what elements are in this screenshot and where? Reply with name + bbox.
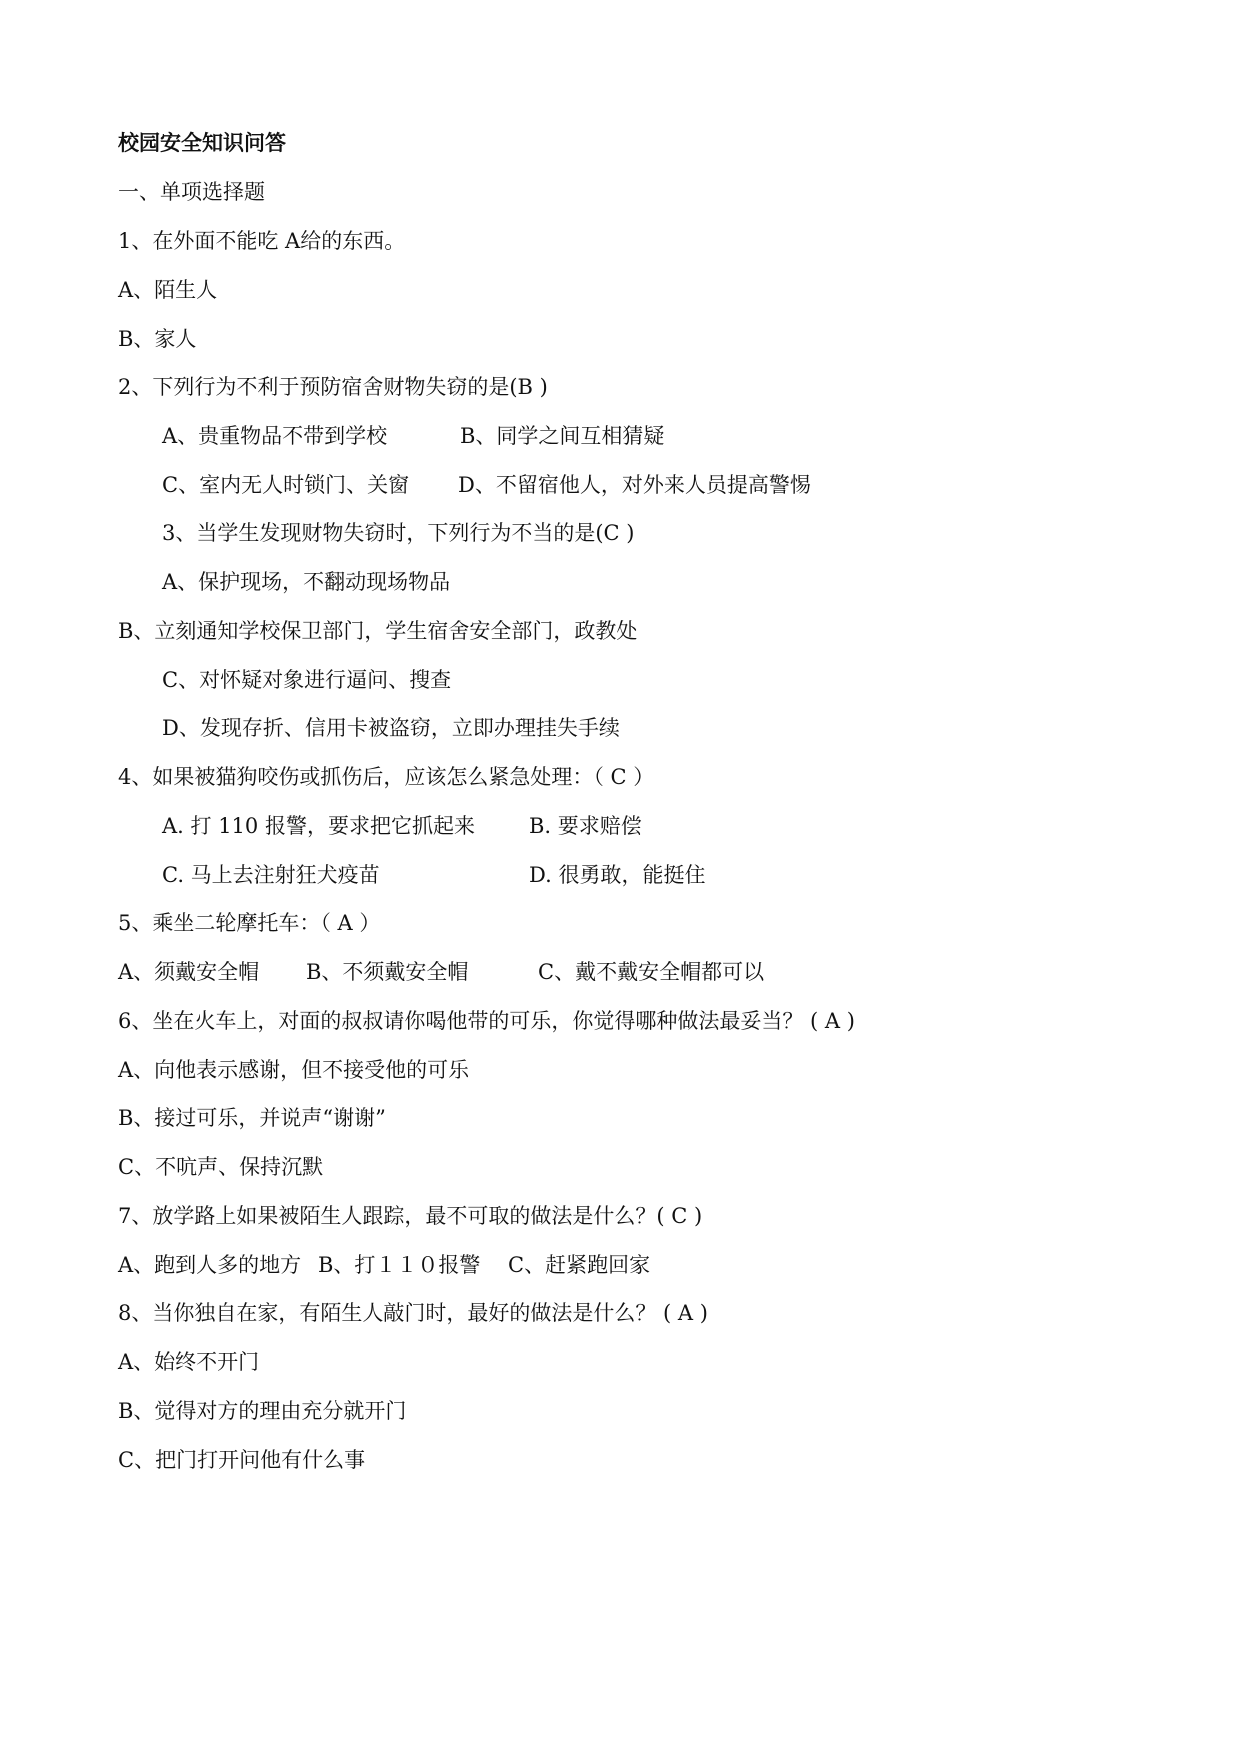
question-4-option-b: B. 要求赔偿 — [529, 814, 642, 838]
question-8: 8、当你独自在家，有陌生人敲门时，最好的做法是什么？ ( A ) — [118, 1301, 708, 1325]
question-6-option-a: A、向他表示感谢，但不接受他的可乐 — [118, 1058, 470, 1082]
question-3-option-b: B、立刻通知学校保卫部门，学生宿舍安全部门，政教处 — [118, 619, 638, 643]
question-3: 3、当学生发现财物失窃时，下列行为不当的是(C ) — [162, 521, 635, 545]
question-4-option-d: D. 很勇敢，能挺住 — [529, 863, 706, 887]
question-7-option-b: B、打１１０报警 — [318, 1253, 481, 1277]
question-2-option-a: A、贵重物品不带到学校 — [162, 424, 388, 448]
question-5-option-c: C、戴不戴安全帽都可以 — [538, 960, 765, 984]
question-2-option-c: C、室内无人时锁门、关窗 — [162, 473, 410, 497]
question-1-option-b: B、家人 — [118, 327, 197, 351]
question-2-option-d: D、不留宿他人，对外来人员提高警惕 — [458, 473, 811, 497]
question-6-option-c: C、不吭声、保持沉默 — [118, 1155, 324, 1179]
question-3-option-d: D、发现存折、信用卡被盗窃，立即办理挂失手续 — [162, 716, 620, 740]
question-5-option-b: B、不须戴安全帽 — [306, 960, 469, 984]
question-2: 2、下列行为不利于预防宿舍财物失窃的是(B ) — [118, 375, 548, 399]
question-6-option-b: B、接过可乐，并说声“谢谢” — [118, 1106, 386, 1130]
document-title: 校园安全知识问答 — [118, 130, 286, 155]
question-7-option-c: C、赶紧跑回家 — [508, 1253, 651, 1277]
section-heading: 一、单项选择题 — [118, 180, 265, 204]
question-7: 7、放学路上如果被陌生人跟踪，最不可取的做法是什么？( C ) — [118, 1204, 703, 1228]
question-7-option-a: A、跑到人多的地方 — [118, 1253, 302, 1277]
question-4-option-a: A. 打 110 报警，要求把它抓起来 — [162, 814, 475, 838]
question-4: 4、如果被猫狗咬伤或抓伤后，应该怎么紧急处理：（ C ） — [118, 765, 655, 789]
question-8-option-c: C、把门打开问他有什么事 — [118, 1448, 366, 1472]
question-5-option-a: A、须戴安全帽 — [118, 960, 260, 984]
question-8-option-a: A、始终不开门 — [118, 1350, 260, 1374]
question-6: 6、坐在火车上，对面的叔叔请你喝他带的可乐，你觉得哪种做法最妥当？ ( A ) — [118, 1009, 855, 1033]
question-1-option-a: A、陌生人 — [118, 278, 218, 302]
question-3-option-c: C、对怀疑对象进行逼问、搜查 — [162, 668, 452, 692]
question-3-option-a: A、保护现场，不翻动现场物品 — [162, 570, 451, 594]
question-1: 1、在外面不能吃 A给的东西。 — [118, 229, 406, 253]
question-5: 5、乘坐二轮摩托车：（ A ） — [118, 911, 381, 935]
question-2-option-b: B、同学之间互相猜疑 — [460, 424, 665, 448]
question-4-option-c: C. 马上去注射狂犬疫苗 — [162, 863, 380, 887]
question-8-option-b: B、觉得对方的理由充分就开门 — [118, 1399, 407, 1423]
